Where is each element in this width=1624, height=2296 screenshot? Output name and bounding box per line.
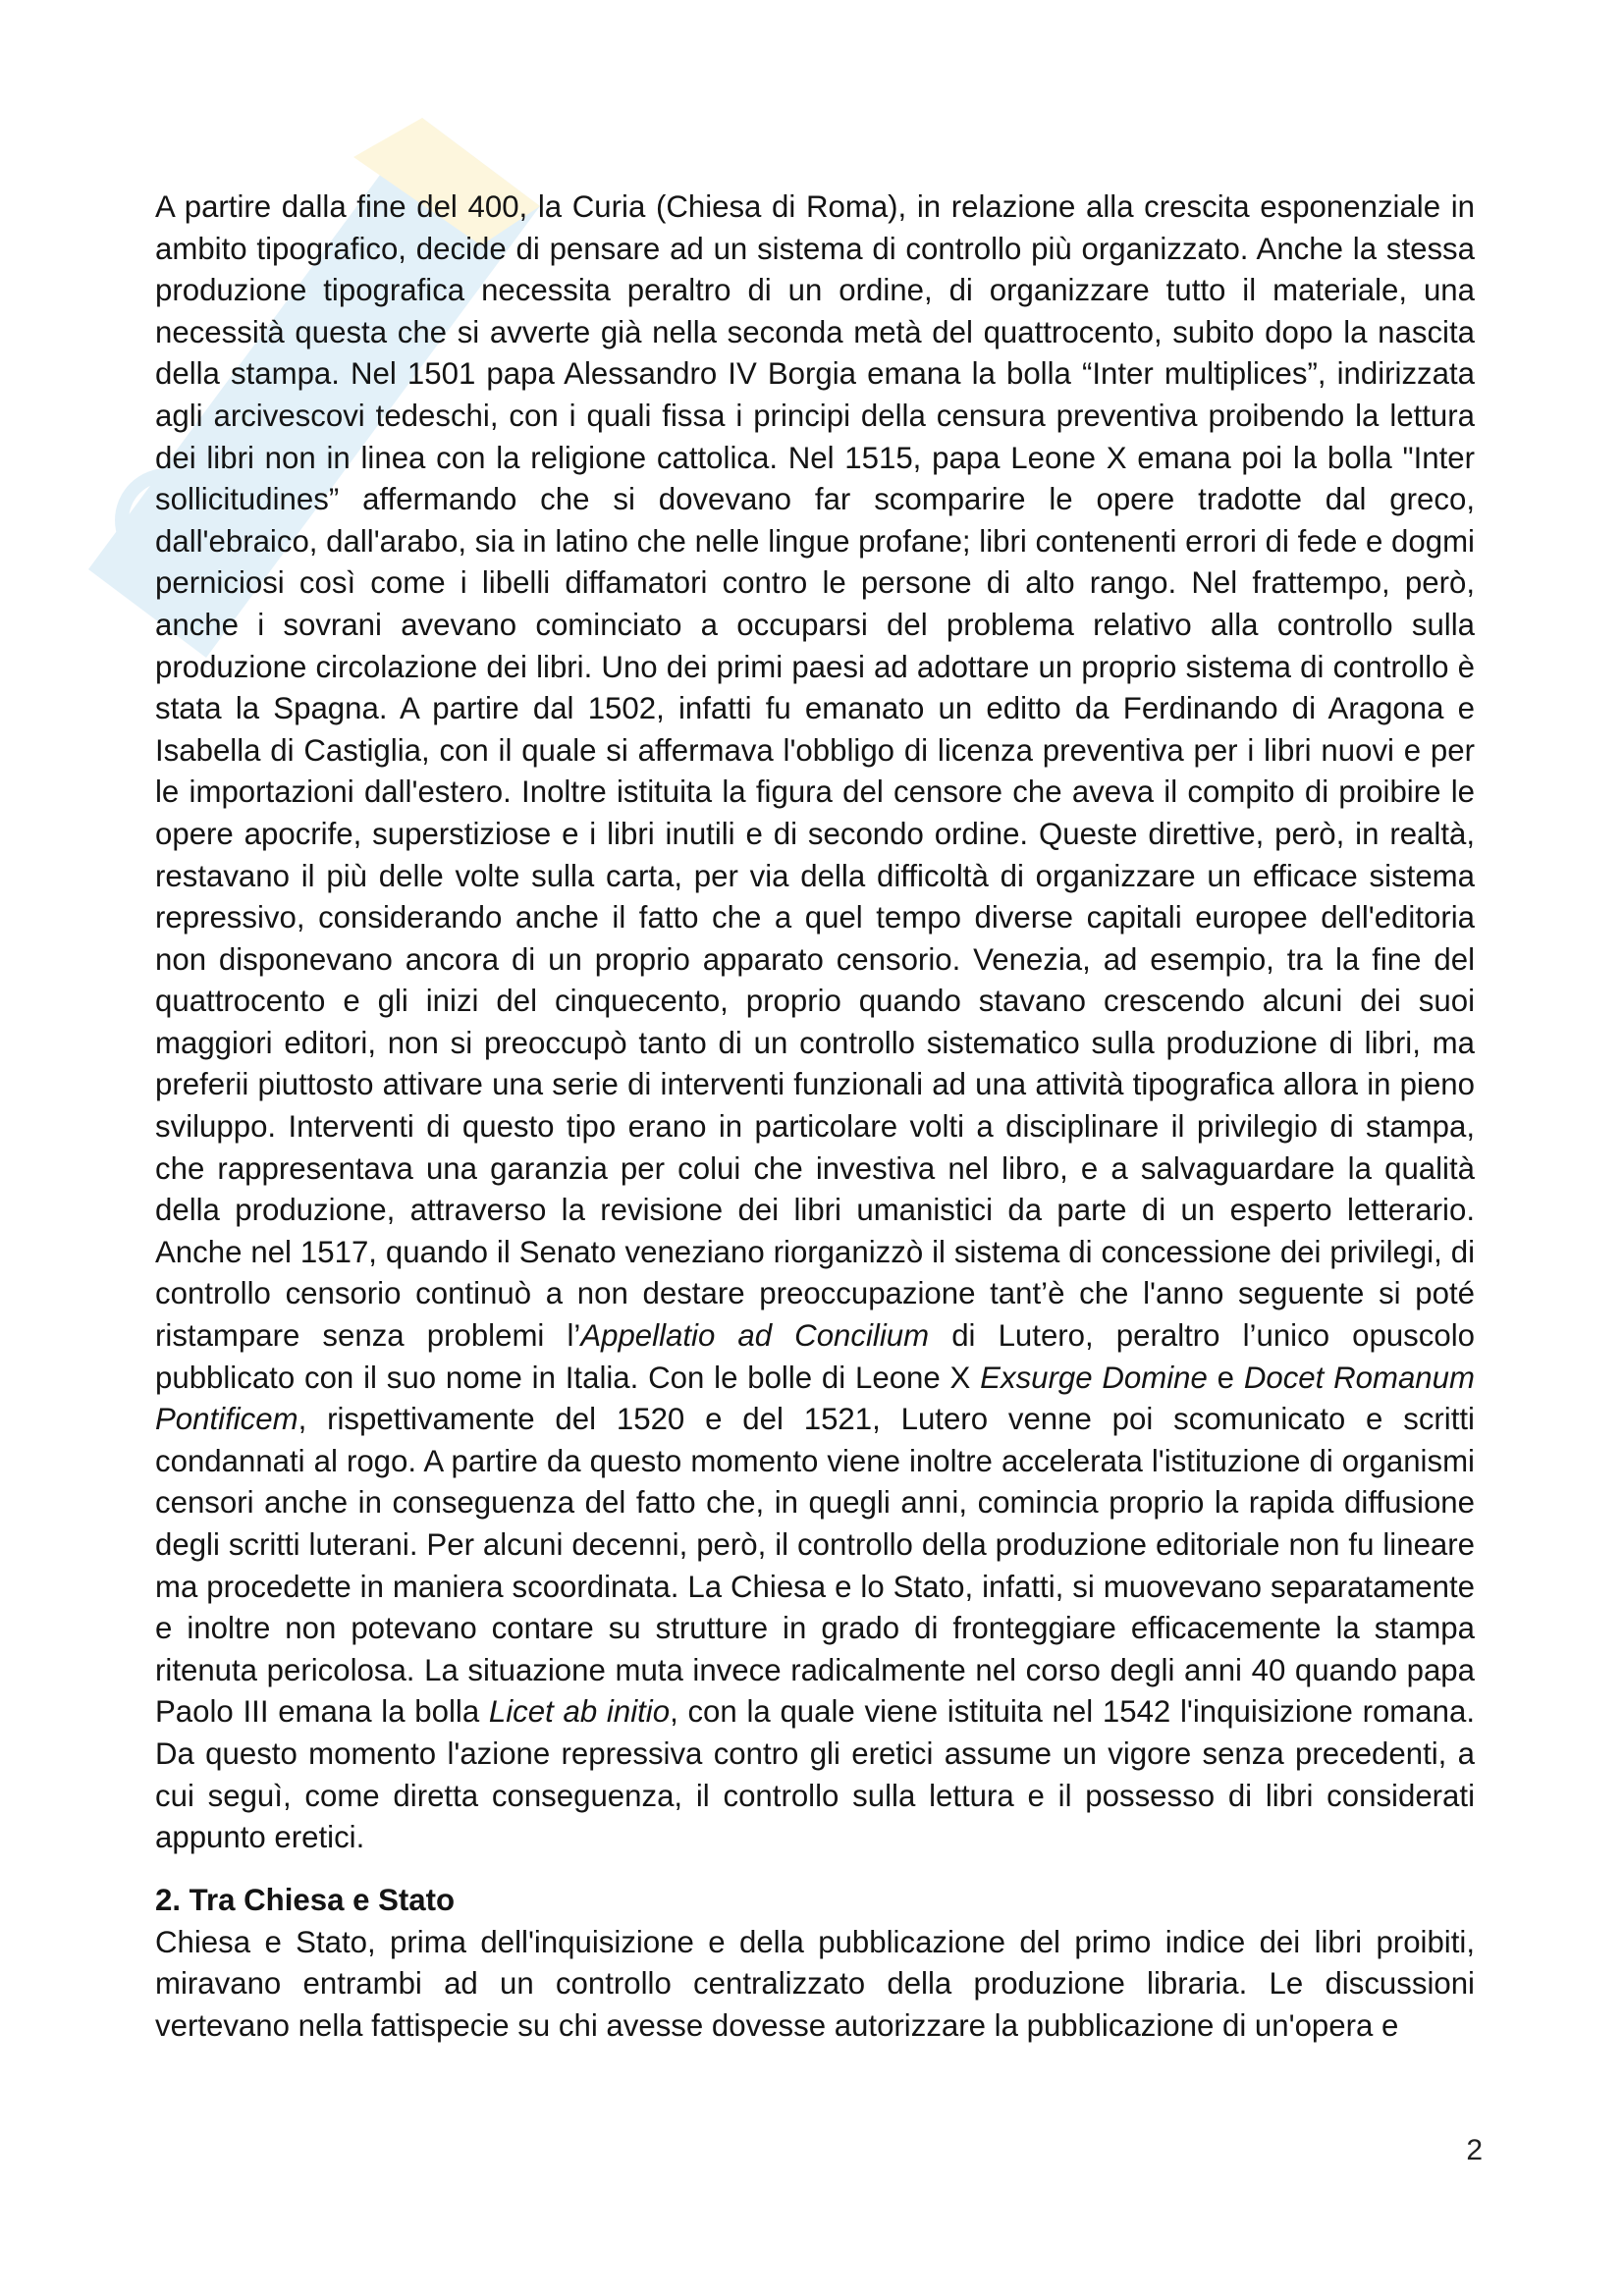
paragraph-text-run: e — [1207, 1360, 1244, 1395]
paragraph-text-run: di Lutero, peraltro l’unico opuscolo pubblicato con il suo nome in Italia. Con le bolle di Leone X — [155, 1318, 1475, 1395]
paragraph-text-run: A partire dalla fine del 400, la Curia (Chiesa di Roma), in relazione alla crescita esponenziale in ambito tipografico, decide di pensare ad un sistema di controllo più organizzato. Anche la stessa produzione tipografica necessita peraltro di un ordine, di organizzare tutto il materiale, una necessità questa che si avverte già nella seconda metà del quattrocento, subito dopo la nascita della stampa. Nel 1501 papa Alessandro IV Borgia emana la bolla “Inter multiplices”, indirizzata agli arcivescovi tedeschi, con i quali fissa i principi della censura preventiva proibendo la lettura dei libri non in linea con la religione cattolica. Nel 1515, papa Leone X emana poi la bolla "Inter sollicitudines” affermando che si dovevano far scomparire le opere tradotte dal greco, dall'ebraico, dall'arabo, sia in latino che nelle lingue profane; libri contenenti errori di fede e dogmi perniciosi così come i libelli diffamatori contro le persone di alto rango. Nel frattempo, però, anche i sovrani avevano cominciato a occuparsi del problema relativo alla controllo sulla produzione circolazione dei libri. Uno dei primi paesi ad adottare un proprio sistema di controllo è stata la Spagna. A partire dal 1502, infatti fu emanato un editto da Ferdinando di Aragona e Isabella di Castiglia, con il quale si affermava l'obbligo di licenza preventiva per i libri nuovi e per le importazioni dall'estero. Inoltre istituita la figura del censore che aveva il compito di proibire le opere apocrife, superstiziose e i libri inutili e di secondo ordine. Queste direttive, però, in realtà, restavano il più delle volte sulla carta, per via della difficoltà di organizzare un efficace sistema repressivo, considerando anche il fatto che a quel tempo diverse capitali europee dell'editoria non disponevano ancora di un proprio apparato censorio. Venezia, ad esempio, tra la fine del quattrocento e gli inizi del cinquecento, proprio quando stavano crescendo alcuni dei suoi maggiori editori, non si preoccupò tanto di un controllo sistematico sulla produzione di libri, ma preferii piuttosto attivare una serie di interventi funzionali ad una attività tipografica allora in pieno sviluppo. Interventi di questo tipo erano in particolare volti a disciplinare il privilegio di stampa, che rappresentava una garanzia per colui che investiva nel libro, e a salvaguardare la qualità della produzione, attraverso la revisione dei libri umanistici da parte di un esperto letterario. Anche nel 1517, quando il Senato veneziano riorganizzò il sistema di concessione dei privilegi, di controllo censorio continuò a non destare preoccupazione tant’è che l'anno seguente si poté ristampare senza problemi l’ — [155, 189, 1475, 1354]
paragraph-text-run: , con la quale viene istituita nel 1542 l'inquisizione romana. Da questo momento l'azione repressiva contro gli eretici assume un vigore senza precedenti, a cui seguì, come diretta conseguenza, il controllo sulla lettura e il possesso di libri considerati appunto eretici. — [155, 1694, 1475, 1855]
section-heading: 2. Tra Chiesa e Stato — [155, 1882, 456, 1917]
document-body — [155, 187, 1475, 2048]
italic-title-text: Licet ab initio — [488, 1694, 671, 1730]
italic-title-text: Appellatio ad Concilium — [580, 1318, 930, 1354]
body-paragraph-2: Chiesa e Stato, prima dell'inquisizione e della pubblicazione del primo indice dei libri proibiti, miravano entrambi ad un controllo centralizzato della produzione libraria. Le discussioni vertevano nella fattispecie su chi avesse dovesse autorizzare la pubblicazione di un'opera e — [155, 1924, 1475, 2043]
italic-title-text: Exsurge Domine — [980, 1360, 1208, 1395]
italic-title-text: Docet Romanum Pontificem — [155, 1360, 1475, 1437]
paragraph-text-run: , rispettivamente del 1520 e del 1521, Lutero venne poi scomunicato e scritti condannati al rogo. A partire da questo momento viene inoltre accelerata l'istituzione di organismi censori anche in conseguenza del fatto che, in quegli anni, comincia proprio la rapida diffusione degli scritti luterani. Per alcuni decenni, però, il controllo della produzione editoriale non fu lineare ma procedette in maniera scoordinata. La Chiesa e lo Stato, infatti, si muovevano separatamente e inoltre non potevano contare su strutture in grado di fronteggiare efficacemente la stampa ritenuta pericolosa. La situazione muta invece radicalmente nel corso degli anni 40 quando papa Paolo III emana la bolla — [155, 1402, 1475, 1730]
body-paragraph-1 — [155, 187, 1475, 1859]
page-number: 2 — [1466, 2134, 1483, 2166]
